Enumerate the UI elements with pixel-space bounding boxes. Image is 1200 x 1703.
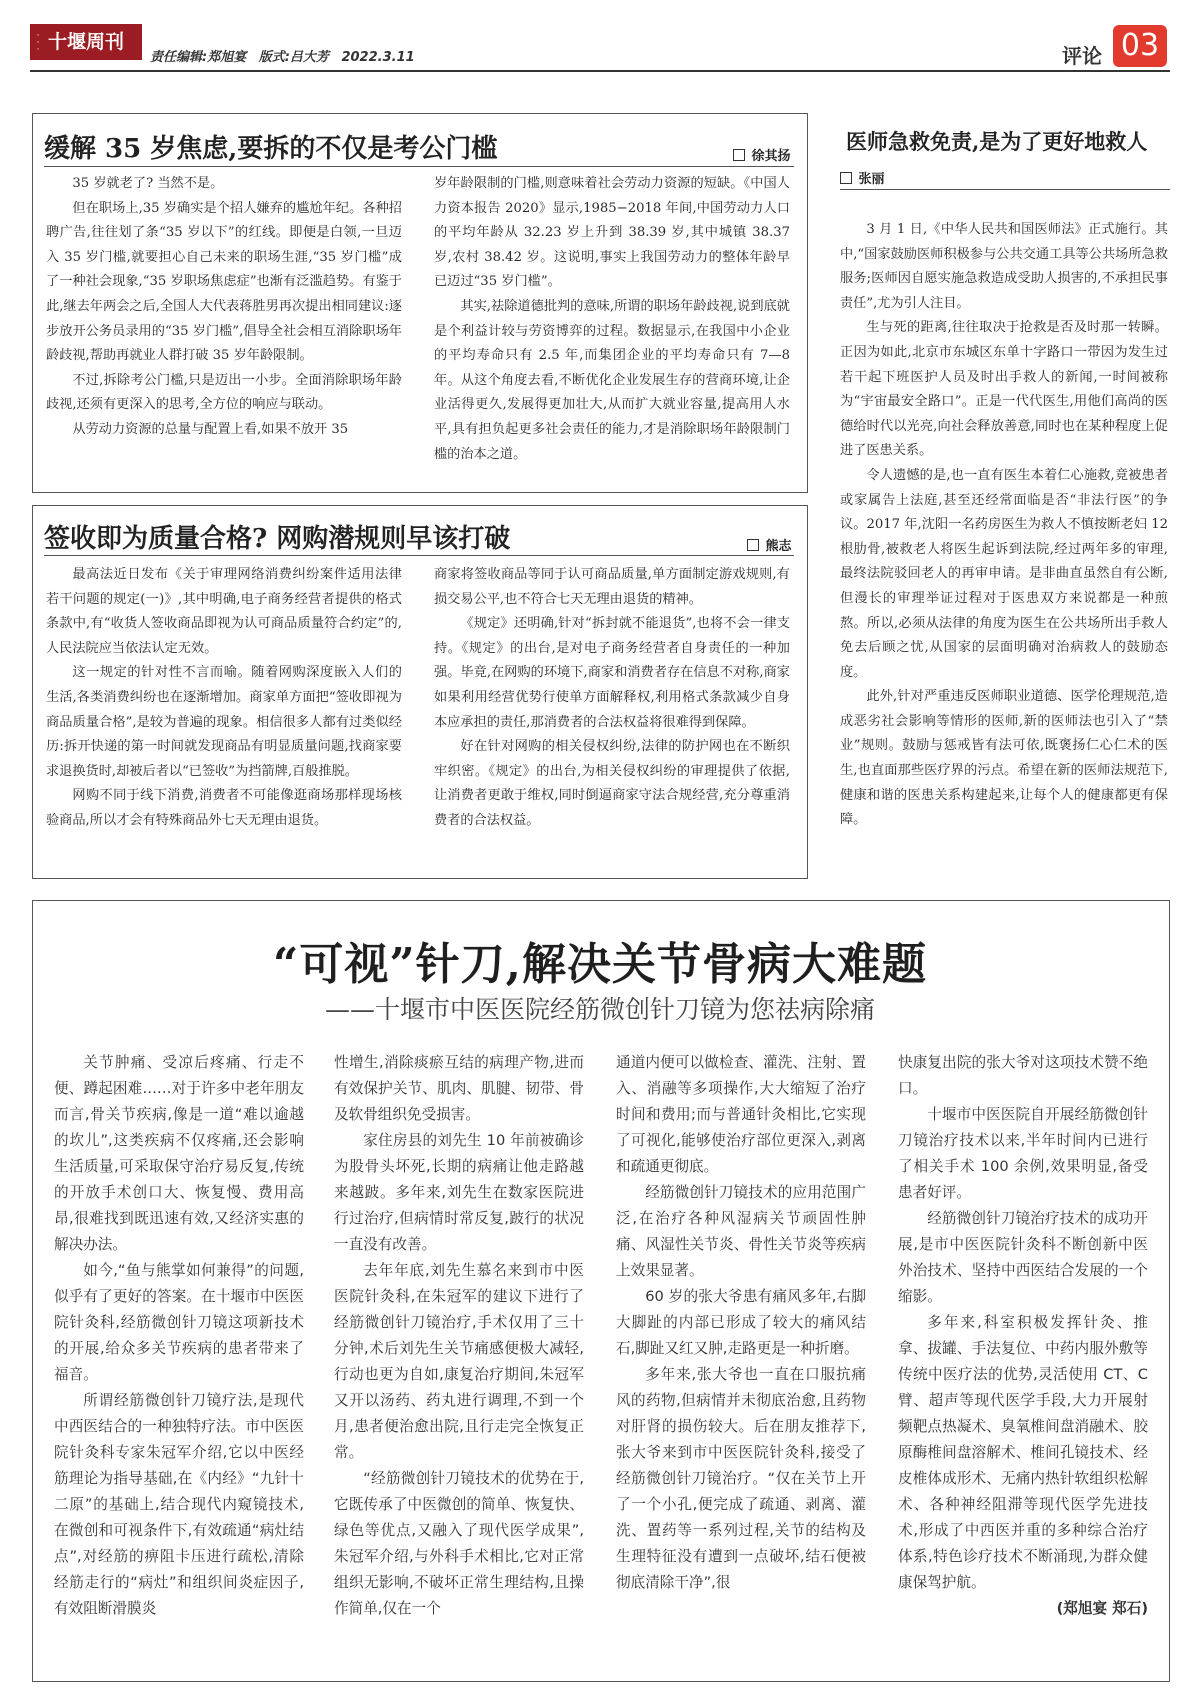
article-title: 医师急救免责,是为了更好地救人 [846, 129, 1148, 154]
paragraph: 网购不同于线下消费,消费者不可能像逛商场那样现场核验商品,所以才会有特殊商品外七天无理由退货。 [46, 788, 402, 828]
article-author [733, 145, 791, 164]
feature-title: “可视”针刀,解决关节骨病大难题 [273, 939, 927, 990]
feature-column-2 [334, 1050, 584, 1622]
paragraph: 从劳动力资源的总量与配置上看,如果不放开 35 [72, 421, 349, 437]
paper-name: 十堰周刊 [47, 31, 124, 53]
paragraph: 十堰市中医医院自开展经筋微创针刀镜治疗技术以来,半年时间内已进行了相关手术 100 余例,效果明显,备受患者好评。 [898, 1106, 1148, 1201]
header-meta [150, 46, 423, 65]
paragraph: “经筋微创针刀镜技术的优势在于,它既传承了中医微创的简单、恢复快、绿色等优点,又融入了现代医学成果”,朱冠军介绍,与外科手术相比,它对正常组织无影响,不破坏正常生理结构,且操作简单,仅在一个 [334, 1470, 584, 1617]
paragraph: 关节肿痛、受凉后疼痛、行走不便、蹲起困难……对于许多中老年朋友而言,骨关节疾病,像是一道“难以逾越的坎儿”,这类疾病不仅疼痛,还会影响生活质量,可采取保守治疗易反复,传统的开放手术创口大、恢复慢、费用高昂,很难找到既迅速有效,又经济实惠的解决办法。 [54, 1054, 304, 1253]
paragraph: 商家将签收商品等同于认可商品质量,单方面制定游戏规则,有损交易公平,也不符合七天无理由退货的精神。 [434, 567, 790, 607]
title-underline [44, 166, 794, 167]
paragraph: 其实,祛除道德批判的意味,所谓的职场年龄歧视,说到底就是个利益计较与劳资博弈的过程。数据显示,在我国中小企业的平均寿命只有 2.5 年,而集团企业的平均寿命只有 7—8 年。从这个角度去看,不断优化企业发展生存的营商环境,让企业活得更久,发展得更加壮大,从而扩大就业容量,提高用人水平,具有担负起更多社会责任的能力,才是消除职场年龄限制门槛的治本之道。 [434, 298, 790, 462]
author-name: 熊志 [765, 539, 792, 554]
paragraph: 60 岁的张大爷患有痛风多年,右脚大脚趾的内部已形成了较大的痛风结石,脚趾又红又肿,走路更是一种折磨。 [616, 1288, 866, 1357]
paragraph: 如今,“鱼与熊掌如何兼得”的问题,似乎有了更好的答案。在十堰市中医医院针灸科,经筋微创针刀镜这项新技术的开展,给众多关节疾病的患者带来了福音。 [54, 1262, 304, 1383]
article-author [747, 535, 792, 554]
article-column-1 [46, 563, 402, 834]
article-column-2 [434, 563, 790, 834]
page-number: 03 [1113, 25, 1167, 67]
paragraph: 不过,拆除考公门槛,只是迈出一小步。全面消除职场年龄歧视,还须有更深入的思考,全方位的响应与联动。 [46, 372, 402, 413]
article-column-2 [434, 172, 790, 467]
paragraph: 性增生,消除痰瘀互结的病理产物,进而有效保护关节、肌肉、肌腱、韧带、骨及软骨组织免受损害。 [334, 1054, 584, 1123]
masthead-decoration: · · · [36, 32, 40, 53]
paragraph: 这一规定的针对性不言而喻。随着网购深度嵌入人们的生活,各类消费纠纷也在逐渐增加。商家单方面把“签收即视为商品质量合格”,是较为普遍的现象。相信很多人都有过类似经历:拆开快递的第一时间就发现商品有明显质量问题,找商家要求退换货时,却被后者以“已签收”为挡箭牌,百般推脱。 [46, 665, 402, 779]
article-title: 签收即为质量合格? 网购潜规则早该打破 [44, 524, 511, 554]
issue-date: 2022.3.11 [341, 50, 415, 65]
newspaper-masthead [30, 24, 142, 60]
paragraph: 此外,针对严重违反医师职业道德、医学伦理规范,造成恶劣社会影响等情形的医师,新的医师法也引入了“禁业”规则。鼓励与惩戒皆有法可依,既褒扬仁心仁术的医生,也直面那些医疗界的污点。希望在新的医师法规范下,健康和谐的医患关系构建起来,让每个人的健康都更有保障。 [840, 689, 1168, 828]
article-author [840, 168, 885, 187]
feature-signature: (郑旭宴 郑石) [1056, 1600, 1148, 1617]
layout-credit: 版式:吕大芳 [258, 50, 329, 65]
author-name: 徐其扬 [751, 149, 791, 164]
header-rule [30, 70, 1170, 72]
paragraph: 多年来,科室积极发挥针灸、推拿、拔罐、手法复位、中药内服外敷等传统中医疗法的优势,灵活使用 CT、C 臂、超声等现代医学手段,大力开展射频靶点热凝术、臭氧椎间盘消融术、胶原酶椎间盘溶解术、椎间孔镜技术、经皮椎体成形术、无痛内热针软组织松解术、各种神经阻滞等现代医学先进技术,形成了中西医并重的多种综合治疗体系,特色诊疗技术不断涌现,为群众健康保驾护航。 [898, 1314, 1148, 1591]
feature-subtitle: ——十堰市中医医院经筋微创针刀镜为您祛病除痛 [324, 995, 875, 1024]
paragraph: 经筋微创针刀镜技术的应用范围广泛,在治疗各种风湿病关节顽固性肿痛、风湿性关节炎、骨性关节炎等疾病上效果显著。 [616, 1184, 866, 1279]
paragraph: 最高法近日发布《关于审理网络消费纠纷案件适用法律若干问题的规定(一)》,其中明确,电子商务经营者提供的格式条款中,有“收货人签收商品即视为认可商品质量符合约定”的,人民法院应当依法认定无效。 [46, 567, 402, 656]
paragraph: 通道内便可以做检查、灌洗、注射、置入、消融等多项操作,大大缩短了治疗时间和费用;而与普通针灸相比,它实现了可视化,能够使治疗部位更深入,剥离和疏通更彻底。 [616, 1054, 866, 1175]
paragraph: 令人遗憾的是,也一直有医生本着仁心施救,竟被患者或家属告上法庭,甚至还经常面临是否“非法行医”的争议。2017 年,沈阳一名药房医生为救人不慎按断老妇 12 根肋骨,被救老人将医生起诉到法院,经过两年多的审理,最终法院驳回老人的再审申请。是非曲直虽然自有公断,但漫长的审理举证过程对于医患双方来说都是一种煎熬。所以,必须从法律的角度为医生在公共场所出手救人免去后顾之忧,从国家的层面明确对治病救人的鼓励态度。 [840, 467, 1168, 680]
paragraph: 经筋微创针刀镜治疗技术的成功开展,是市中医医院针灸科不断创新中医外治技术、坚持中西医结合发展的一个缩影。 [898, 1210, 1148, 1305]
paragraph: 《规定》还明确,针对“拆封就不能退货”,也将不会一律支持。《规定》的出台,是对电子商务经营者自身责任的一种加强。毕竟,在网购的环境下,商家和消费者存在信息不对称,商家如果利用经营优势行使单方面解释权,利用格式条款减少自身本应承担的责任,那消费者的合法权益将很难得到保障。 [434, 616, 790, 730]
feature-column-1 [54, 1050, 304, 1622]
article-column [840, 218, 1168, 833]
paragraph: 所谓经筋微创针刀镜疗法,是现代中西医结合的一种独特疗法。市中医医院针灸科专家朱冠军介绍,它以中医经筋理论为指导基础,在《内经》“九针十二原”的基础上,结合现代内窥镜技术,在微创和可视条件下,有效疏通“病灶结点”,对经筋的痹阻卡压进行疏松,清除经筋走行的“病灶”和组织间炎症因子,有效阻断滑膜炎 [54, 1392, 304, 1617]
feature-column-3 [616, 1050, 866, 1596]
article-title: 缓解 35 岁焦虑,要拆的不仅是考公门槛 [44, 134, 498, 164]
paragraph: 35 岁就老了? 当然不是。 [72, 176, 224, 191]
paragraph: 生与死的距离,往往取决于抢救是否及时那一转瞬。正因为如此,北京市东城区东单十字路口一带因为发生过若干起下班医护人员及时出手救人的新闻,一时间被称为“宇宙最安全路口”。正是一代代医生,用他们高尚的医德给时代以光亮,向社会释放善意,同时也在某种程度上促进了医患关系。 [840, 320, 1168, 459]
paragraph: 多年来,张大爷也一直在口服抗痛风的药物,但病情并未彻底治愈,且药物对肝肾的损伤较大。后在朋友推荐下,张大爷来到市中医医院针灸科,接受了经筋微创针刀镜治疗。“仅在关节上开了一个小孔,便完成了疏通、剥离、灌洗、置药等一系列过程,关节的结构及生理特征没有遭到一点破坏,结石便被彻底清除干净”,很 [616, 1366, 866, 1591]
paragraph: 3 月 1 日,《中华人民共和国医师法》正式施行。其中,“国家鼓励医师积极参与公共交通工具等公共场所急救服务;医师因自愿实施急救造成受助人损害的,不承担民事责任”,尤为引人注目。 [840, 222, 1168, 311]
title-underline [840, 189, 1170, 190]
paragraph: 岁年龄限制的门槛,则意味着社会劳动力资源的短缺。《中国人力资本报告 2020》显示,1985−2018 年间,中国劳动力人口的平均年龄从 32.23 岁上升到 38.39 岁,其中城镇 38.37 岁,农村 38.42 岁。这说明,事实上我国劳动力的整体年龄早已迈过“35 岁门槛”。 [434, 176, 790, 290]
paragraph: 但在职场上,35 岁确实是个招人嫌弃的尴尬年纪。各种招聘广告,往往划了条“35 岁以下”的红线。即便是白领,一旦迈入 35 岁门槛,就要担心自己未来的职场生涯,“35 岁门槛”成了一种社会现象,“35 岁职场焦虑症”也渐有泛滥趋势。有鉴于此,继去年两会之后,全国人大代表蒋胜男再次提出相同建议:逐步放开公务员录用的“35 岁门槛”,倡导全社会相互消除职场年龄歧视,帮助再就业人群打破 35 岁年龄限制。 [46, 200, 402, 364]
feature-column-4 [898, 1050, 1148, 1622]
author-name: 张丽 [858, 172, 885, 187]
title-underline [44, 555, 794, 556]
article-column-1 [46, 172, 402, 443]
paragraph: 家住房县的刘先生 10 年前被确诊为股骨头坏死,长期的病痛让他走路越来越跛。多年来,刘先生在数家医院进行过治疗,但病情时常反复,跛行的状况一直没有改善。 [334, 1132, 584, 1253]
paragraph: 好在针对网购的相关侵权纠纷,法律的防护网也在不断织牢织密。《规定》的出台,为相关侵权纠纷的审理提供了依据,让消费者更敢于维权,同时倒逼商家守法合规经营,充分尊重消费者的合法权益。 [434, 739, 790, 828]
paragraph: 去年年底,刘先生慕名来到市中医医院针灸科,在朱冠军的建议下进行了经筋微创针刀镜治疗,手术仅用了三十分钟,术后刘先生关节痛感便极大减轻,行动也更为自如,康复治疗期间,朱冠军又开以汤药、药丸进行调理,不到一个月,患者便治愈出院,且行走完全恢复正常。 [334, 1262, 584, 1461]
paragraph: 快康复出院的张大爷对这项技术赞不绝口。 [898, 1054, 1148, 1097]
section-label: 评论 [1062, 44, 1102, 68]
editor-credit: 责任编辑:郑旭宴 [150, 50, 247, 65]
